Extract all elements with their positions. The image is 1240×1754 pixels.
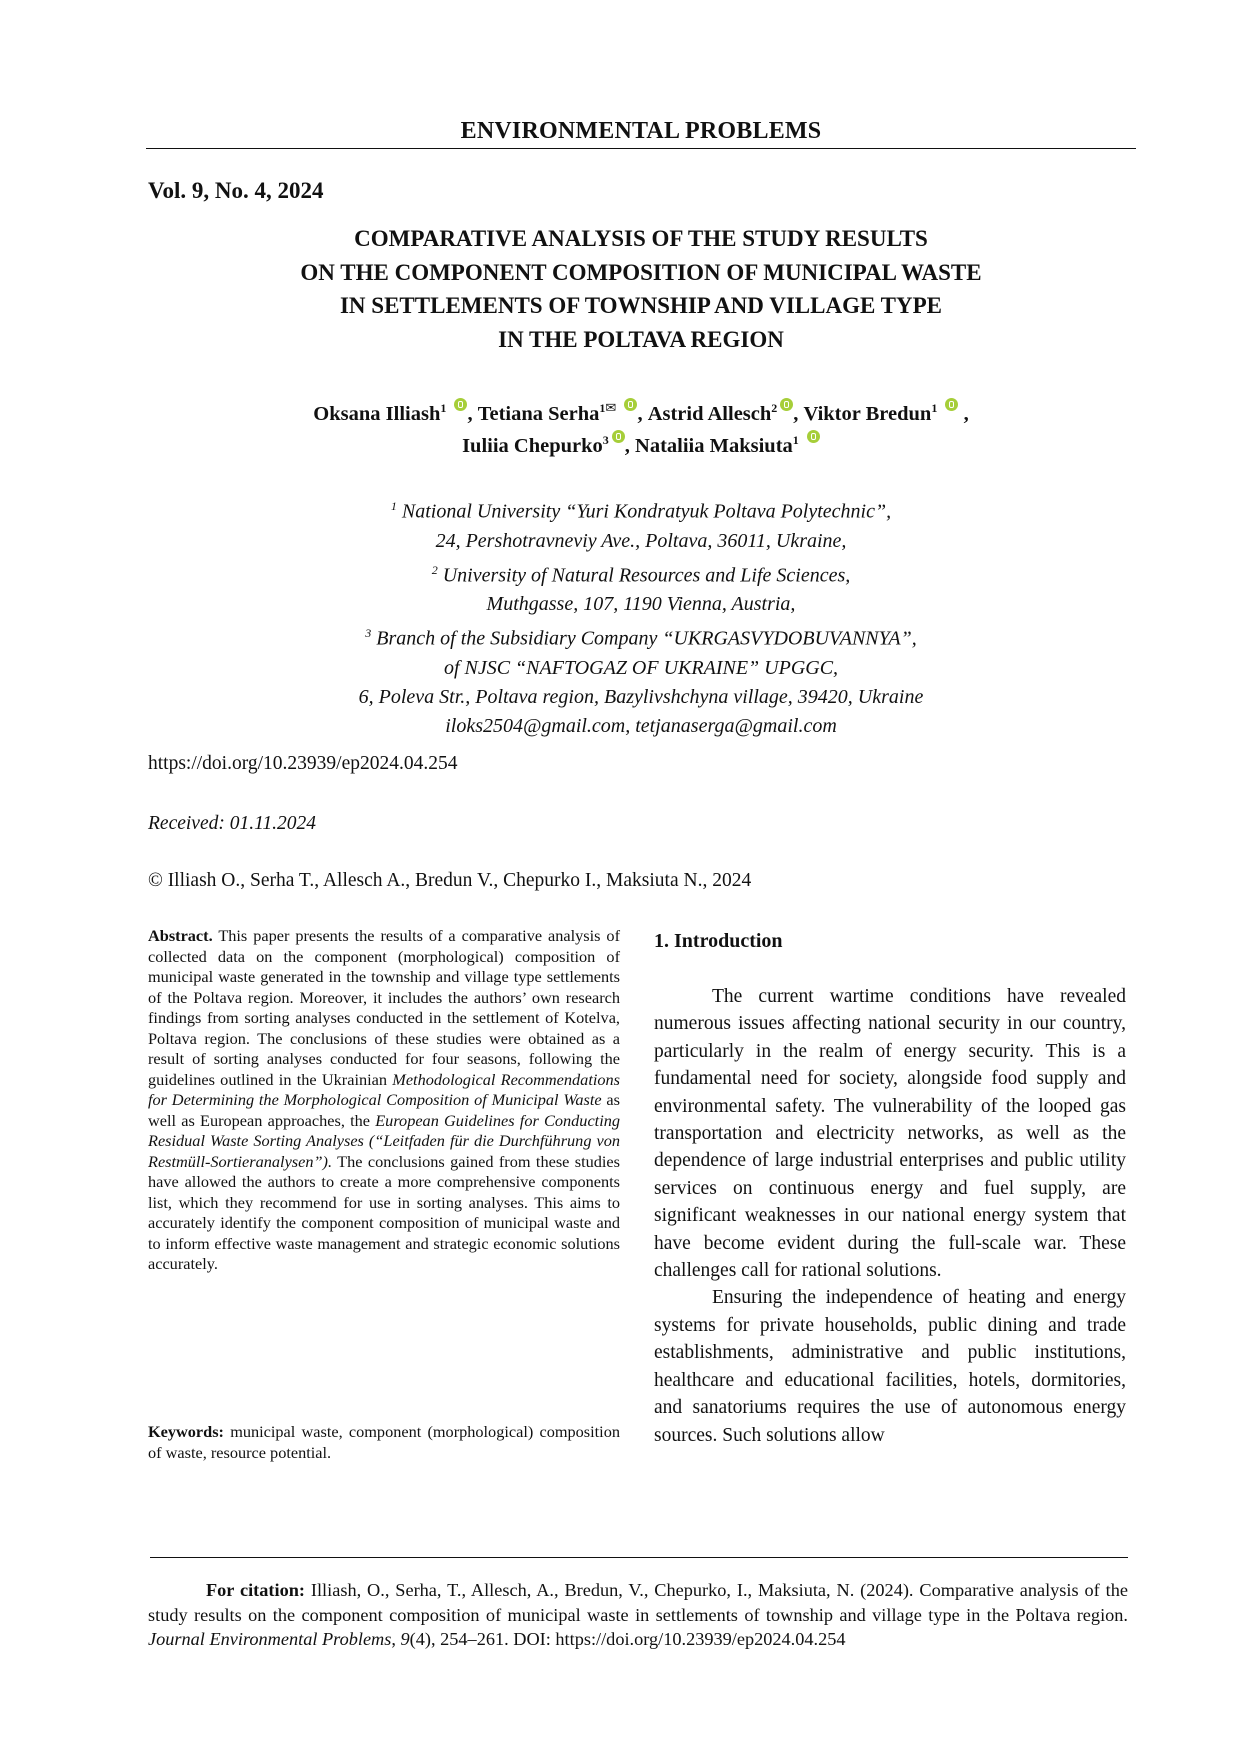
email-links[interactable]: iloks2504@gmail.com, tetjanaserga@gmail.com: [445, 714, 837, 737]
author-separator: ,: [467, 403, 478, 425]
author-line-1: [146, 398, 1136, 430]
title-line: IN SETTLEMENTS OF TOWNSHIP AND VILLAGE TYPE: [339, 293, 942, 318]
author: [462, 435, 635, 457]
affiliation-line: [146, 619, 1136, 654]
affiliation-marker: 2: [771, 401, 778, 416]
affiliation-text: National University “Yuri Kondratyuk Poltava Polytechnic”,: [401, 500, 892, 523]
affiliation-text: Branch of the Subsidiary Company “UKRGASVYDOBUVANNYA”,: [376, 627, 917, 650]
affiliation-line: [146, 527, 1136, 556]
affiliation-text: 24, Pershotravneviy Ave., Poltava, 36011, Ukraine,: [435, 529, 847, 552]
author-separator: ,: [624, 435, 636, 457]
orcid-icon[interactable]: [945, 398, 958, 411]
affiliation-marker: 1: [599, 401, 606, 416]
citation-block: [148, 1578, 1128, 1652]
author: [313, 403, 477, 425]
citation-label: For citation:: [206, 1580, 305, 1600]
orcid-icon[interactable]: [612, 430, 625, 443]
affiliation-marker: 1: [931, 401, 938, 416]
abstract-text: The conclusions gained from these studies have allowed the authors to create a more comprehensive components list, which they recommend for use in sorting analyses. This aims to accurately identify the component composition of municipal waste and to inform effective waste management and strategic economic solutions accurately.: [148, 1151, 620, 1273]
affiliation-text: of NJSC “NAFTOGAZ OF UKRAINE” UPGGC,: [443, 656, 839, 679]
author-separator: ,: [793, 403, 804, 425]
contact-emails[interactable]: [146, 712, 1136, 741]
author-name: Nataliia Maksiuta: [635, 435, 793, 457]
affiliation-marker: 1: [440, 401, 447, 416]
abstract-text: This paper presents the results of a comparative analysis of collected data on the component (morphological) composition of municipal waste generated in the township and village type settlements of the Poltava region. Moreover, it includes the authors’ own research findings from sorting analyses conducted in the settlement of Kotelva, Poltava region. The conclusions of these studies were obtained as a result of sorting analyses conducted for four seasons, following the guidelines outlined in the Ukrainian: [148, 926, 620, 1089]
citation-text: Illiash, O., Serha, T., Allesch, A., Bredun, V., Chepurko, I., Maksiuta, N. (2024). Comparative analysis of the study results on the component composition of municipal waste in settlements of township and village type in the Poltava region.: [148, 1580, 1128, 1625]
paragraph: Ensuring the independence of heating and energy systems for private households, public dining and trade establishments, administrative and public institutions, healthcare and educational facilities, hotels, dormitories, and sanatoriums requires the use of autonomous energy sources. Such solutions allow: [654, 1287, 1126, 1446]
introduction-body: [654, 983, 1126, 1449]
section-heading: 1. Introduction: [654, 930, 783, 952]
author: [804, 403, 969, 425]
keywords-text: municipal waste, component (morphological) composition of waste, resource potential.: [148, 1422, 620, 1462]
author-name: Viktor Bredun: [803, 403, 932, 425]
author-list: [146, 398, 1136, 462]
affiliation-number: 1: [390, 499, 397, 513]
orcid-icon[interactable]: [454, 398, 467, 411]
keywords: [148, 1422, 620, 1463]
author-name: Iuliia Chepurko: [462, 435, 603, 457]
abstract-italic-title: European Guidelines for Conducting Residual Waste Sorting Analyses (“Leitfaden für die Durchführung von Restmüll-Sortieranalysen”).: [148, 1110, 620, 1171]
footer-divider: [150, 1557, 1128, 1558]
abstract-italic-title: Methodological Recommendations for Determining the Morphological Composition of Municipal Waste: [148, 1069, 620, 1109]
affiliations: [146, 492, 1136, 741]
affiliation-text: 6, Poleva Str., Poltava region, Bazylivshchyna village, 39420, Ukraine: [358, 685, 924, 708]
author-name: Oksana Illiash: [313, 403, 441, 425]
title-line: ON THE COMPONENT COMPOSITION OF MUNICIPAL WASTE: [300, 259, 982, 285]
author: Tetiana Serha$^1$✉ ,: [478, 403, 648, 425]
affiliation-marker: 1: [792, 433, 799, 448]
article-title: [146, 222, 1136, 356]
paragraph: The current wartime conditions have revealed numerous issues affecting national security in our country, particularly in the realm of energy security. This is a fundamental need for society, alongside food supply and environmental safety. The vulnerability of the looped gas transportation and electricity networks, as well as the dependence of large industrial enterprises and public utility services on continuous energy and fuel supply, are significant weaknesses in our national energy system that have become evident during the full-scale war. These challenges call for rational solutions.: [654, 986, 1126, 1282]
affiliation-text: University of Natural Resources and Life Sciences,: [442, 564, 851, 587]
affiliation-line: [146, 492, 1136, 527]
orcid-icon[interactable]: [807, 430, 820, 443]
author-name: Astrid Allesch: [647, 403, 772, 425]
orcid-icon[interactable]: [624, 398, 637, 411]
citation-text: (4), 254–261. DOI: https://doi.org/10.23939/ep2024.04.254: [409, 1629, 846, 1650]
author-separator: ,: [958, 403, 969, 425]
doi-link[interactable]: https://doi.org/10.23939/ep2024.04.254: [148, 753, 458, 774]
orcid-icon[interactable]: [780, 398, 793, 411]
abstract-text: as well as European approaches, the: [148, 1090, 620, 1130]
affiliation-text: Muthgasse, 107, 1190 Vienna, Austria,: [486, 593, 796, 616]
keywords-label: Keywords:: [148, 1422, 224, 1441]
author-name: Tetiana Serha: [477, 403, 600, 425]
affiliation-line: [146, 654, 1136, 683]
author-line-2: [146, 430, 1136, 462]
citation-volume: 9: [400, 1629, 410, 1650]
affiliation-line: [146, 683, 1136, 712]
affiliation-number: 3: [365, 626, 372, 641]
copyright-line: © Illiash O., Serha T., Allesch A., Bredun V., Chepurko I., Maksiuta N., 2024: [148, 870, 752, 891]
title-line: IN THE POLTAVA REGION: [498, 326, 784, 352]
abstract-label: Abstract.: [148, 926, 213, 945]
citation-journal: Journal Environmental Problems: [148, 1629, 392, 1650]
header-divider: [146, 148, 1136, 149]
affiliation-number: 2: [431, 562, 438, 577]
author: [635, 435, 820, 457]
journal-name: ENVIRONMENTAL PROBLEMS: [460, 118, 822, 144]
abstract: [148, 926, 620, 1275]
affiliation-marker: 3: [602, 433, 609, 448]
title-line: COMPARATIVE ANALYSIS OF THE STUDY RESULTS: [354, 226, 928, 251]
citation-text: ,: [391, 1629, 401, 1650]
author: [648, 403, 804, 425]
volume-issue: Vol. 9, No. 4, 2024: [148, 178, 324, 203]
affiliation-line: [146, 556, 1136, 591]
author-separator: ,: [637, 403, 648, 425]
affiliation-line: [146, 590, 1136, 619]
received-date: Received: 01.11.2024: [148, 813, 317, 834]
